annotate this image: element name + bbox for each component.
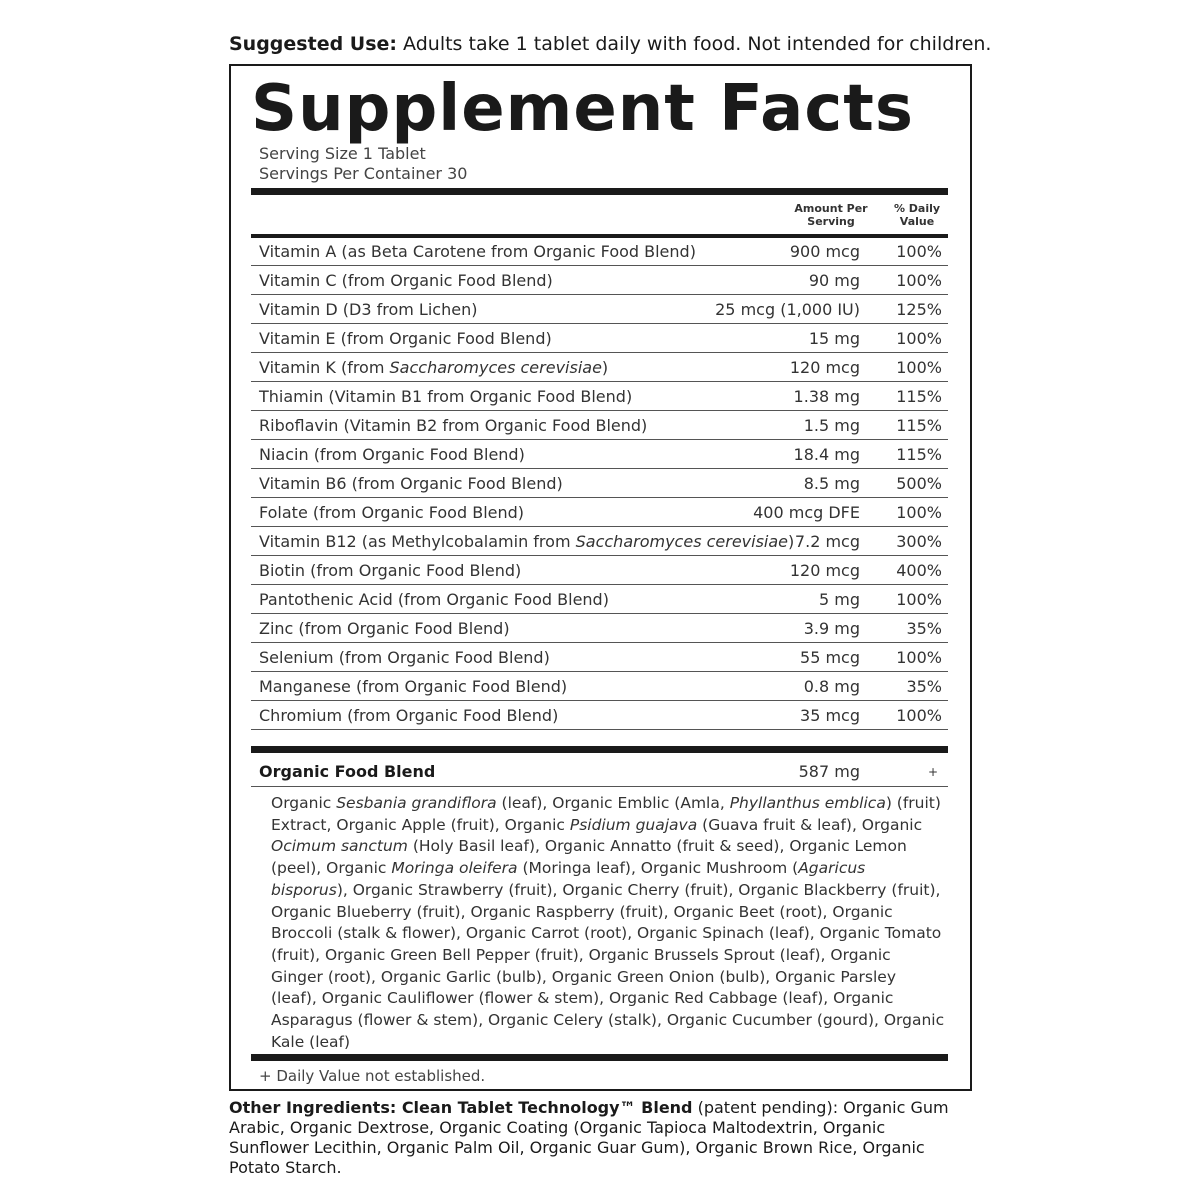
nutrient-dv: 500% [896, 474, 942, 493]
table-row [251, 585, 948, 614]
footnote: + Daily Value not established. [259, 1067, 486, 1085]
table-row [251, 556, 948, 585]
suggested-use [229, 32, 992, 56]
table-row [251, 440, 948, 469]
nutrient-name: Riboflavin (Vitamin B2 from Organic Food Blend) [259, 416, 648, 435]
other-ingredients-text: (patent pending): Organic Gum Arabic, Organic Dextrose, Organic Coating (Organic Tapioca Maltodextrin, Organic Sunflower Lecithin, Organic Palm Oil, Organic Guar Gum), Organic Brown Rice, Organic Potato Starch. [229, 1098, 949, 1177]
nutrient-amount: 120 mcg [789, 358, 860, 377]
nutrient-amount: 3.9 mg [803, 619, 860, 638]
nutrient-dv: 35% [906, 677, 942, 696]
nutrient-amount: 7.2 mcg [794, 532, 860, 551]
table-row [251, 469, 948, 498]
suggested-use-text: Adults take 1 tablet daily with food. Not intended for children. [397, 33, 992, 55]
nutrient-table [251, 237, 948, 730]
nutrient-dv: 115% [896, 387, 942, 406]
divider-blend [251, 786, 948, 787]
blend-ingredients: Organic Sesbania grandiflora (leaf), Organic Emblic (Amla, Phyllanthus emblica) (fruit) Extract, Organic Apple (fruit), Organic Psidium guajava (Guava fruit & leaf), Organic Ocimum sanctum (Holy Basil leaf), Organic Annatto (fruit & seed), Organic Lemon (peel), Organic Moringa oleifera (Moringa leaf), Organic Mushroom (Agaricus bisporus), Organic Strawberry (fruit), Organic Cherry (fruit), Organic Blackberry (fruit), Organic Blueberry (fruit), Organic Raspberry (fruit), Organic Beet (root), Organic Broccoli (stalk & flower), Organic Carrot (root), Organic Spinach (leaf), Organic Tomato (fruit), Organic Green Bell Pepper (fruit), Organic Brussels Sprout (leaf), Organic Ginger (root), Organic Garlic (bulb), Organic Green Onion (bulb), Organic Parsley (leaf), Organic Cauliflower (flower & stem), Organic Red Cabbage (leaf), Organic Asparagus (flower & stem), Organic Celery (stalk), Organic Cucumber (gourd), Organic Kale (leaf) [271, 794, 945, 1051]
nutrient-amount: 35 mcg [800, 706, 860, 725]
nutrient-name: Thiamin (Vitamin B1 from Organic Food Blend) [259, 387, 633, 406]
column-header-dv: % Daily Value [893, 202, 941, 228]
table-row [251, 353, 948, 382]
nutrient-amount: 15 mg [808, 329, 860, 348]
nutrient-dv: 300% [896, 532, 942, 551]
nutrient-amount: 900 mcg [789, 242, 860, 261]
nutrient-dv: 115% [896, 416, 942, 435]
table-row [251, 643, 948, 672]
nutrient-name: Vitamin E (from Organic Food Blend) [259, 329, 552, 348]
divider-thick-middle [251, 746, 948, 753]
column-header-amount: Amount Per Serving [794, 202, 868, 228]
table-row [251, 498, 948, 527]
nutrient-name: Vitamin K (from Saccharomyces cerevisiae) [259, 358, 609, 377]
nutrient-dv: 100% [896, 329, 942, 348]
table-row [251, 237, 948, 266]
nutrient-amount: 1.38 mg [793, 387, 860, 406]
nutrient-amount: 8.5 mg [803, 474, 860, 493]
nutrient-dv: 100% [896, 358, 942, 377]
nutrient-dv: 115% [896, 445, 942, 464]
nutrient-name: Vitamin A (as Beta Carotene from Organic Food Blend) [259, 242, 696, 261]
table-row [251, 266, 948, 295]
nutrient-name: Folate (from Organic Food Blend) [259, 503, 525, 522]
nutrient-amount: 5 mg [818, 590, 860, 609]
table-row [251, 411, 948, 440]
divider-thick-bottom [251, 1054, 948, 1061]
nutrient-name: Selenium (from Organic Food Blend) [259, 648, 550, 667]
nutrient-amount: 400 mcg DFE [753, 503, 860, 522]
nutrient-amount: 55 mcg [800, 648, 860, 667]
nutrient-dv: 100% [896, 242, 942, 261]
other-ingredients-label: Other Ingredients: Clean Tablet Technology™ Blend [229, 1098, 693, 1117]
nutrient-name: Vitamin D (D3 from Lichen) [259, 300, 478, 319]
nutrient-name: Vitamin B12 (as Methylcobalamin from Saccharomyces cerevisiae) [259, 532, 795, 551]
nutrient-dv: 100% [896, 271, 942, 290]
nutrient-name: Chromium (from Organic Food Blend) [259, 706, 559, 725]
divider-thick-top [251, 188, 948, 195]
table-row [251, 701, 948, 730]
nutrient-name: Pantothenic Acid (from Organic Food Blend) [259, 590, 609, 609]
table-row [251, 614, 948, 643]
nutrient-dv: 400% [896, 561, 942, 580]
nutrient-dv: 35% [906, 619, 942, 638]
nutrient-amount: 1.5 mg [803, 416, 860, 435]
blend-dv: + [927, 765, 938, 779]
other-ingredients [229, 1098, 969, 1178]
table-row [251, 295, 948, 324]
supplement-facts-panel [229, 64, 972, 1091]
nutrient-dv: 125% [896, 300, 942, 319]
nutrient-amount: 90 mg [808, 271, 860, 290]
panel-title: Supplement Facts [251, 72, 914, 146]
nutrient-dv: 100% [896, 590, 942, 609]
servings-per-container: Servings Per Container 30 [259, 164, 468, 183]
table-row [251, 672, 948, 701]
nutrient-name: Zinc (from Organic Food Blend) [259, 619, 510, 638]
nutrient-dv: 100% [896, 648, 942, 667]
nutrient-amount: 18.4 mg [793, 445, 860, 464]
blend-row [251, 758, 948, 786]
nutrient-name: Niacin (from Organic Food Blend) [259, 445, 525, 464]
suggested-use-label: Suggested Use: [229, 33, 398, 55]
table-row [251, 324, 948, 353]
blend-name: Organic Food Blend [259, 762, 436, 781]
nutrient-name: Manganese (from Organic Food Blend) [259, 677, 568, 696]
nutrient-name: Vitamin C (from Organic Food Blend) [259, 271, 553, 290]
table-row [251, 382, 948, 411]
table-row [251, 527, 948, 556]
nutrient-dv: 100% [896, 503, 942, 522]
nutrient-name: Biotin (from Organic Food Blend) [259, 561, 522, 580]
serving-size: Serving Size 1 Tablet [259, 144, 426, 163]
serving-info [259, 144, 467, 184]
blend-amount: 587 mg [798, 762, 860, 781]
nutrient-amount: 120 mcg [789, 561, 860, 580]
nutrient-name: Vitamin B6 (from Organic Food Blend) [259, 474, 563, 493]
nutrient-amount: 0.8 mg [803, 677, 860, 696]
nutrient-amount: 25 mcg (1,000 IU) [715, 300, 860, 319]
nutrient-dv: 100% [896, 706, 942, 725]
